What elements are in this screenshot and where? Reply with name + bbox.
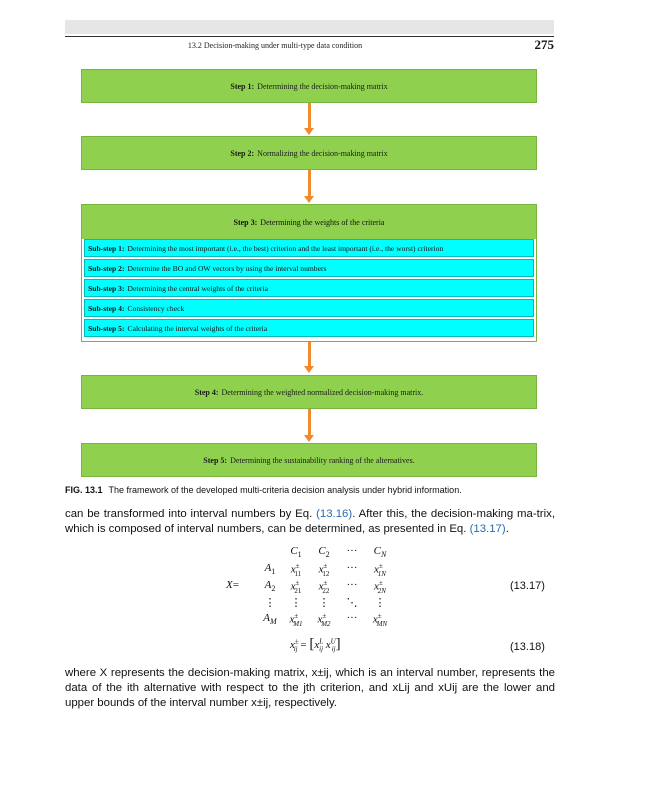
equation-ref-link[interactable]: (13.16) [316,508,353,520]
substep-text: Determining the most important (i.e., the best) criterion and the least important (i.e., the worst) criterion [127,243,444,253]
step-3-box [81,204,537,342]
equation-number: (13.17) [510,580,545,592]
substep-label: Sub-step 3: [88,283,125,293]
arrow-down-icon [304,409,315,443]
substep-3 [84,279,534,297]
substep-text: Determining the central weights of the criteria [127,283,268,293]
substep-label: Sub-step 2: [88,263,125,273]
step-1-text: Determining the decision-making matrix [257,81,388,91]
substep-label: Sub-step 5: [88,323,125,333]
step-2-label: Step 2: [230,148,255,158]
substep-label: Sub-step 4: [88,303,125,313]
equation-ref-link[interactable]: (13.17) [469,523,506,535]
step-1-box [81,69,537,103]
step-3-header [82,205,536,239]
caption-label: FIG. 13.1 [65,485,103,495]
equation-number: (13.18) [510,641,545,653]
equation-interval: $x^\pm_{ij} = [x^L_{ij}$ $x^U_{ij}$] [290,636,341,654]
step-4-text: Determining the weighted normalized decision-making matrix. [221,387,424,397]
body-paragraph-1 [65,507,555,537]
substep-5 [84,319,534,337]
body-paragraph-2: where X represents the decision-making matrix, x±ij, which is an interval number, represents the data of the ith alternative with respect to the jth criterion, and xLij and xUij are the lower and upper bounds of the interval number x±ij, respectively. [65,667,555,709]
step-5-text: Determining the sustainability ranking of the alternatives. [230,455,415,465]
header-bar [65,20,554,34]
substep-2 [84,259,534,277]
step-4-box [81,375,537,409]
page-number: 275 [534,37,554,52]
text-run: . [505,523,509,535]
substep-label: Sub-step 1: [88,243,125,253]
step-3-text: Determining the weights of the criteria [260,217,385,227]
caption-text: The framework of the developed multi-criteria decision analysis under hybrid information. [108,485,462,495]
step-2-box [81,136,537,170]
substep-text: Determine the BO and OW vectors by using the interval numbers [127,263,327,273]
substep-4 [84,299,534,317]
step-5-box [81,443,537,477]
header-rule [65,36,554,37]
equation-matrix: $C_1$ $C_2$ ··· $C_N$ $A_1$ $x^\pm_{11}$ $x^\pm_{12}$ ··· $x^\pm_{1N}$ X= $A_2$ $x^\pm_{21}$ $x^\pm_{22}$ ··· $x^\pm_{2N}$ ⋮ ⋮ ⋮ ⋱ ⋮ $A_M$ $x^\pm_{M1}$ $x^\pm_{M2}$ ··· $x^\pm_{MN}$ [226,545,388,628]
arrow-down-icon [304,170,315,204]
substep-1 [84,239,534,257]
arrow-down-icon [304,103,315,135]
substep-text: Consistency check [127,303,185,313]
running-head: 13.2 Decision-making under multi-type data condition [187,41,363,50]
arrow-down-icon [304,342,315,374]
figure-caption [65,485,555,495]
step-2-text: Normalizing the decision-making matrix [257,148,388,158]
text-run: can be transformed into interval numbers by Eq. [65,508,317,520]
step-5-label: Step 5: [203,455,228,465]
step-4-label: Step 4: [194,387,219,397]
text-run: . After this, the decision-making ma-trix, which is composed of interval numbers, can be determined, as presented in Eq. [65,508,555,535]
substep-text: Calculating the interval weights of the criteria [127,323,268,333]
step-1-label: Step 1: [230,81,255,91]
step-3-label: Step 3: [233,217,258,227]
